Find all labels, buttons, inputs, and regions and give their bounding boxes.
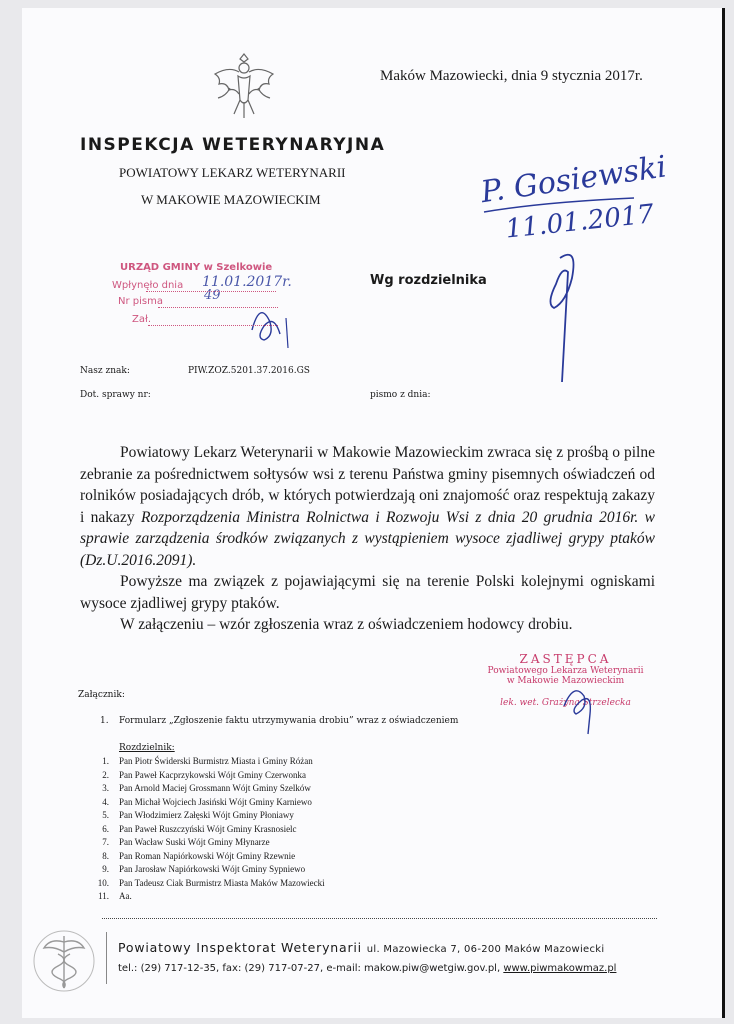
stamp-received-label: Wpłynęło dnia [112, 280, 184, 291]
signature-title: ZASTĘPCA [519, 652, 612, 666]
recipient: Wg rozdzielnika [370, 273, 487, 288]
attachment-number: 1. [100, 716, 109, 726]
footer-website-link[interactable]: www.piwmakowmaz.pl [503, 963, 617, 974]
stamp-received-date: 11.01.2017r. [202, 274, 292, 290]
institution-subtitle-1: POWIATOWY LEKARZ WETERYNARII [119, 165, 346, 180]
handwritten-date: 11.01.2017 [504, 199, 656, 245]
ref-case-label: Dot. sprawy nr: [80, 390, 151, 400]
caduceus-logo-icon [30, 928, 98, 994]
attachments-label: Załącznik: [78, 690, 125, 700]
ref-our-sign-value: PIW.ZOZ.5201.37.2016.GS [188, 366, 310, 376]
ref-our-sign-label: Nasz znak: [80, 366, 130, 376]
stamp-office: URZĄD GMINY w Szelkowie [120, 262, 273, 273]
handwritten-signature-mark [560, 676, 600, 736]
footer-contact-line [118, 963, 616, 974]
ref-letter-date-label: pismo z dnia: [370, 390, 431, 400]
regulation-citation: Rozporządzenia Ministra Rolnictwa i Rozwoju Wsi z dnia 20 grudnia 2016r. w sprawie zarządzenia środków związanych z wystąpieniem wysoce zjadliwej grypy ptaków (Dz.U.2016.2091). [80, 508, 656, 569]
stamp-number-label: Nr pisma [118, 296, 163, 307]
institution-subtitle-2: W MAKOWIE MAZOWIECKIM [141, 192, 321, 207]
incoming-stamp [112, 258, 292, 338]
stamp-attachments-label: Zał. [132, 314, 151, 325]
signature-name: lek. wet. Grażyna Strzelecka [500, 698, 631, 708]
institution-title: INSPEKCJA WETERYNARYJNA [80, 135, 386, 155]
letter-body [80, 442, 655, 636]
footer-separator [102, 918, 657, 919]
stamp-number-value: 49 [204, 288, 221, 303]
signature-line-1: Powiatowego Lekarza Weterynarii [487, 666, 644, 676]
footer-org: Powiatowy Inspektorat Weterynarii [118, 940, 362, 955]
footer-address-line [118, 940, 604, 955]
handwritten-signature: P. Gosiewski [478, 149, 669, 211]
handwritten-annotations [0, 0, 734, 420]
attachment-item: Formularz „Zgłoszenie faktu utrzymywania drobiu” wraz z oświadczeniem [119, 716, 459, 726]
footer-address: ul. Mazowiecka 7, 06-200 Maków Mazowiecki [366, 944, 605, 955]
body-paragraph-1 [80, 442, 655, 571]
place-date: Maków Mazowiecki, dnia 9 stycznia 2017r. [380, 68, 643, 84]
handwritten-initials [550, 255, 573, 382]
body-paragraph-2: Powyższe ma związek z pojawiającymi się na terenie Polski kolejnymi ogniskami wysoce zjadliwej grypy ptaków. [80, 573, 655, 612]
signature-line-2: w Makowie Mazowieckim [506, 676, 625, 686]
body-paragraph-1-text: Powiatowy Lekarz Weterynarii w Makowie Mazowieckim zwraca się z prośbą o pilne zebranie za pośrednictwem sołtysów wsi z terenu Państwa gminy pisemnych oświadczeń od rolników posiadających drób, w których potwierdzają oni znajomość oraz respektują zakazy i nakazy [80, 444, 655, 526]
footer-contact: tel.: (29) 717-12-35, fax: (29) 717-07-27, e-mail: makow.piw@wetgiw.gov.pl, [118, 963, 501, 974]
body-paragraph-3: W załączeniu – wzór zgłoszenia wraz z oświadczeniem hodowcy drobiu. [120, 616, 573, 633]
distribution-label: Rozdzielnik: [119, 743, 175, 753]
footer-divider [106, 932, 107, 984]
